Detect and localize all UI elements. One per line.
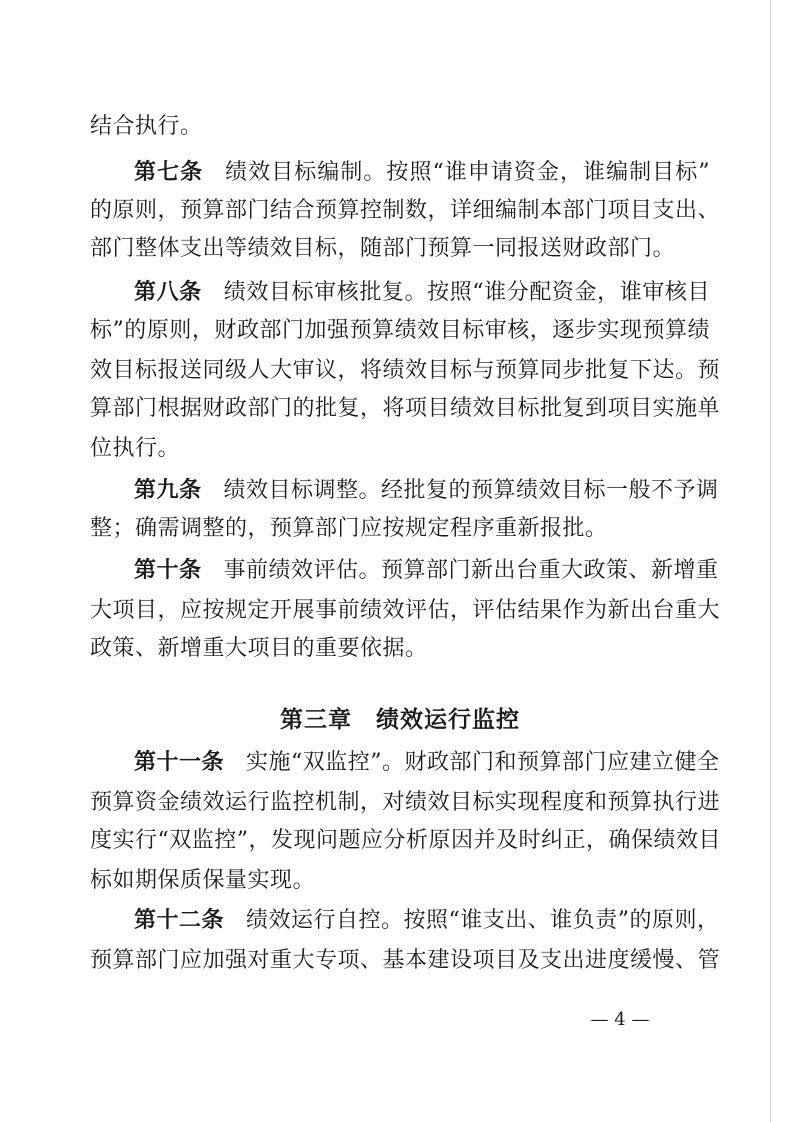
scan-edge-line: [770, 0, 771, 1122]
text-line: 算部门根据财政部门的批复，将项目绩效目标批复到项目实施单: [90, 396, 721, 421]
text-line: 的原则，预算部门结合预算控制数，详细编制本部门项目支出、: [90, 198, 721, 223]
article-12-first-line: 第十二条 绩效运行自控。按照“谁支出、谁负责”的原则，: [134, 908, 720, 933]
text-line: 整；确需调整的，预算部门应按规定程序重新报批。: [90, 516, 608, 541]
article-11-first-line: 第十一条 实施“双监控”。财政部门和预算部门应建立健全: [134, 750, 720, 775]
text-line: 政策、新增重大项目的重要依据。: [90, 636, 428, 661]
article-10-heading: 第十条: [134, 558, 202, 583]
article-11-heading: 第十一条: [134, 750, 225, 775]
text-line: 效目标报送同级人大审议，将绩效目标与预算同步批复下达。预: [90, 358, 721, 383]
text-line: 预算资金绩效运行监控机制，对绩效目标实现程度和预算执行进: [90, 790, 721, 815]
text-line: 预算部门应加强对重大专项、基本建设项目及支出进度缓慢、管: [90, 948, 721, 973]
text-line: 大项目，应按规定开展事前绩效评估，评估结果作为新出台重大: [90, 598, 721, 623]
article-7-first-line: 第七条 绩效目标编制。按照“谁申请资金，谁编制目标”: [134, 160, 710, 185]
text-line: 标”的原则，财政部门加强预算绩效目标审核，逐步实现预算绩: [90, 318, 710, 343]
article-8-first-line: 第八条 绩效目标审核批复。按照“谁分配资金，谁审核目: [134, 280, 710, 305]
chapter-title: 第三章 绩效运行监控: [280, 707, 520, 733]
text-line: 位执行。: [90, 436, 181, 461]
text-line: 标如期保质保量实现。: [90, 868, 316, 893]
page-number: — 4 —: [590, 1009, 650, 1030]
text-line: 部门整体支出等绩效目标，随部门预算一同报送财政部门。: [90, 236, 676, 261]
article-9-heading: 第九条: [134, 478, 202, 503]
article-8-heading: 第八条: [134, 280, 202, 305]
article-9-first-line: 第九条 绩效目标调整。经批复的预算绩效目标一般不予调: [134, 478, 719, 503]
text-line: 度实行“双监控”，发现问题应分析原因并及时纠正，确保绩效目: [90, 828, 721, 853]
article-7-heading: 第七条: [134, 160, 204, 185]
article-12-heading: 第十二条: [134, 908, 225, 933]
text-line: 结合执行。: [90, 114, 203, 139]
article-10-first-line: 第十条 事前绩效评估。预算部门新出台重大政策、新增重: [134, 558, 719, 583]
